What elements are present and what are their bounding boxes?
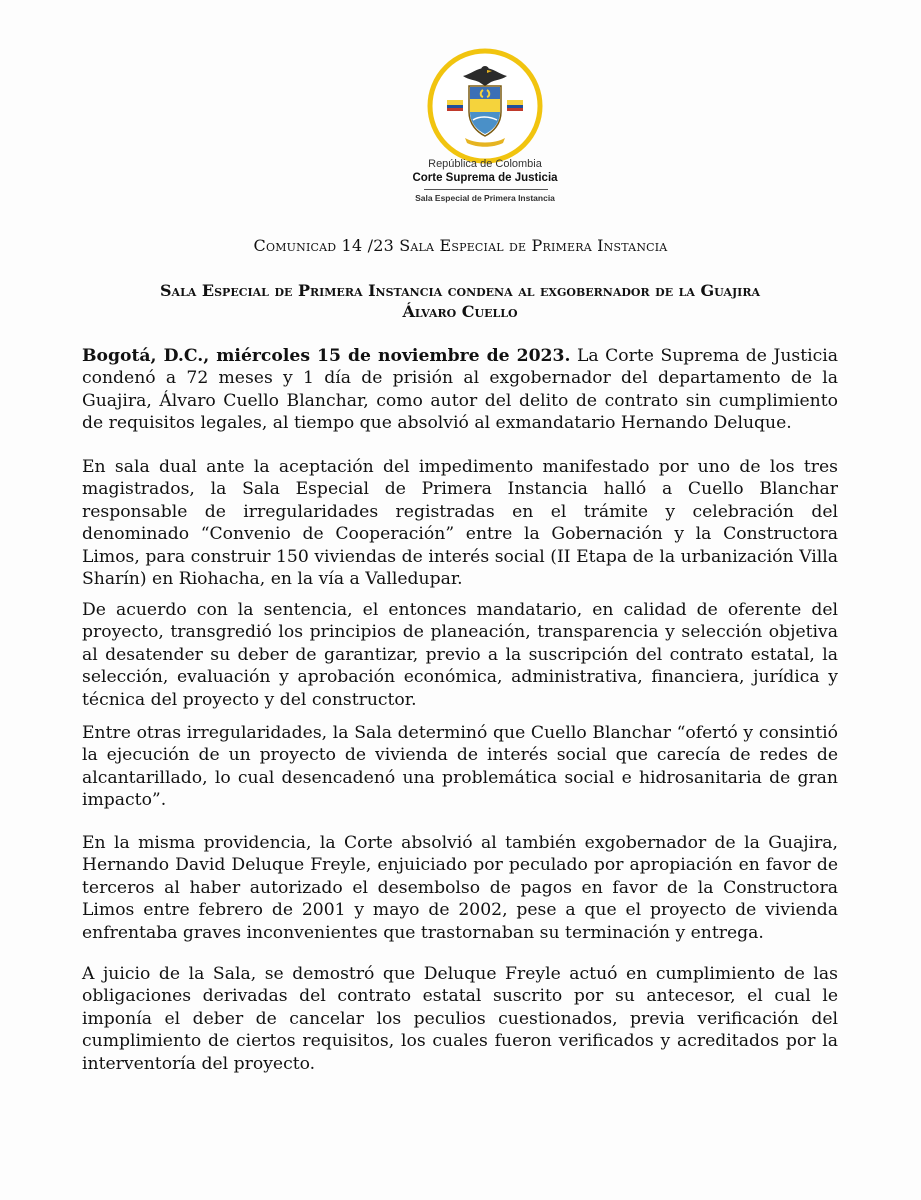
dateline: Bogotá, D.C., miércoles 15 de noviembre de 2023.: [82, 346, 571, 366]
paragraph-4: Entre otras irregularidades, la Sala determinó que Cuello Blanchar “ofertó y consintió la ejecución de un proyecto de vivienda de interés social que carecía de redes de alcantarillado, lo cual desencadenó una problemática social e hidrosanitaria de gran impacto”.: [82, 723, 838, 811]
communique-number: Comunicad 14 /23 Sala Especial de Primera Instancia: [253, 236, 668, 255]
institution-country: República de Colombia: [428, 158, 542, 170]
institution-court: Corte Suprema de Justicia: [412, 172, 558, 184]
paragraph-3: De acuerdo con la sentencia, el entonces mandatario, en calidad de oferente del proyecto, transgredió los principios de planeación, transparencia y selección objetiva al desatender su deber de garantizar, previo a la suscripción del contrato estatal, la selección, evaluación y aprobación económica, administrativa, financiera, jurídica y técnica del proyecto y del constructor.: [82, 600, 838, 710]
paragraph-5: En la misma providencia, la Corte absolvió al también exgobernador de la Guajira, Hernando David Deluque Freyle, enjuiciado por peculado por apropiación en favor de terceros al haber autorizado el desembolso de pagos en favor de la Constructora Limos entre febrero de 2001 y mayo de 2002, pese a que el proyecto de vivienda enfrentaba graves inconvenientes que trastornaban su terminación y entrega.: [82, 833, 838, 943]
colombia-coat-of-arms-icon: [425, 46, 545, 166]
paragraph-2: En sala dual ante la aceptación del impedimento manifestado por uno de los tres magistrados, la Sala Especial de Primera Instancia halló a Cuello Blanchar responsable de irregularidades registradas en el trámite y celebración del denominado “Convenio de Cooperación” entre la Gobernación y la Constructora Limos, para construir 150 viviendas de interés social (II Etapa de la urbanización Villa Sharín) en Riohacha, en la vía a Valledupar.: [82, 457, 838, 590]
headline-line-1: Sala Especial de Primera Instancia condena al exgobernador de la Guajira: [159, 281, 760, 300]
paragraph-1: [82, 345, 838, 435]
institution-chamber: Sala Especial de Primera Instancia: [415, 193, 555, 203]
paragraph-1-text: La Corte Suprema de Justicia condenó a 72 meses y 1 día de prisión al exgobernador del departamento de la Guajira, Álvaro Cuello Blanchar, como autor del delito de contrato sin cumplimiento de requisitos legales, al tiempo que absolvió al exmandatario Hernando Deluque.: [82, 346, 838, 434]
institution-divider: [424, 189, 548, 190]
headline-line-2: Álvaro Cuello: [402, 302, 518, 321]
paragraph-6: A juicio de la Sala, se demostró que Deluque Freyle actuó en cumplimiento de las obligaciones derivadas del contrato estatal suscrito por su antecesor, el cual le imponía el deber de cancelar los peculios cuestionados, previa verificación del cumplimiento de ciertos requisitos, los cuales fueron verificados y acreditados por la interventoría del proyecto.: [82, 964, 838, 1074]
